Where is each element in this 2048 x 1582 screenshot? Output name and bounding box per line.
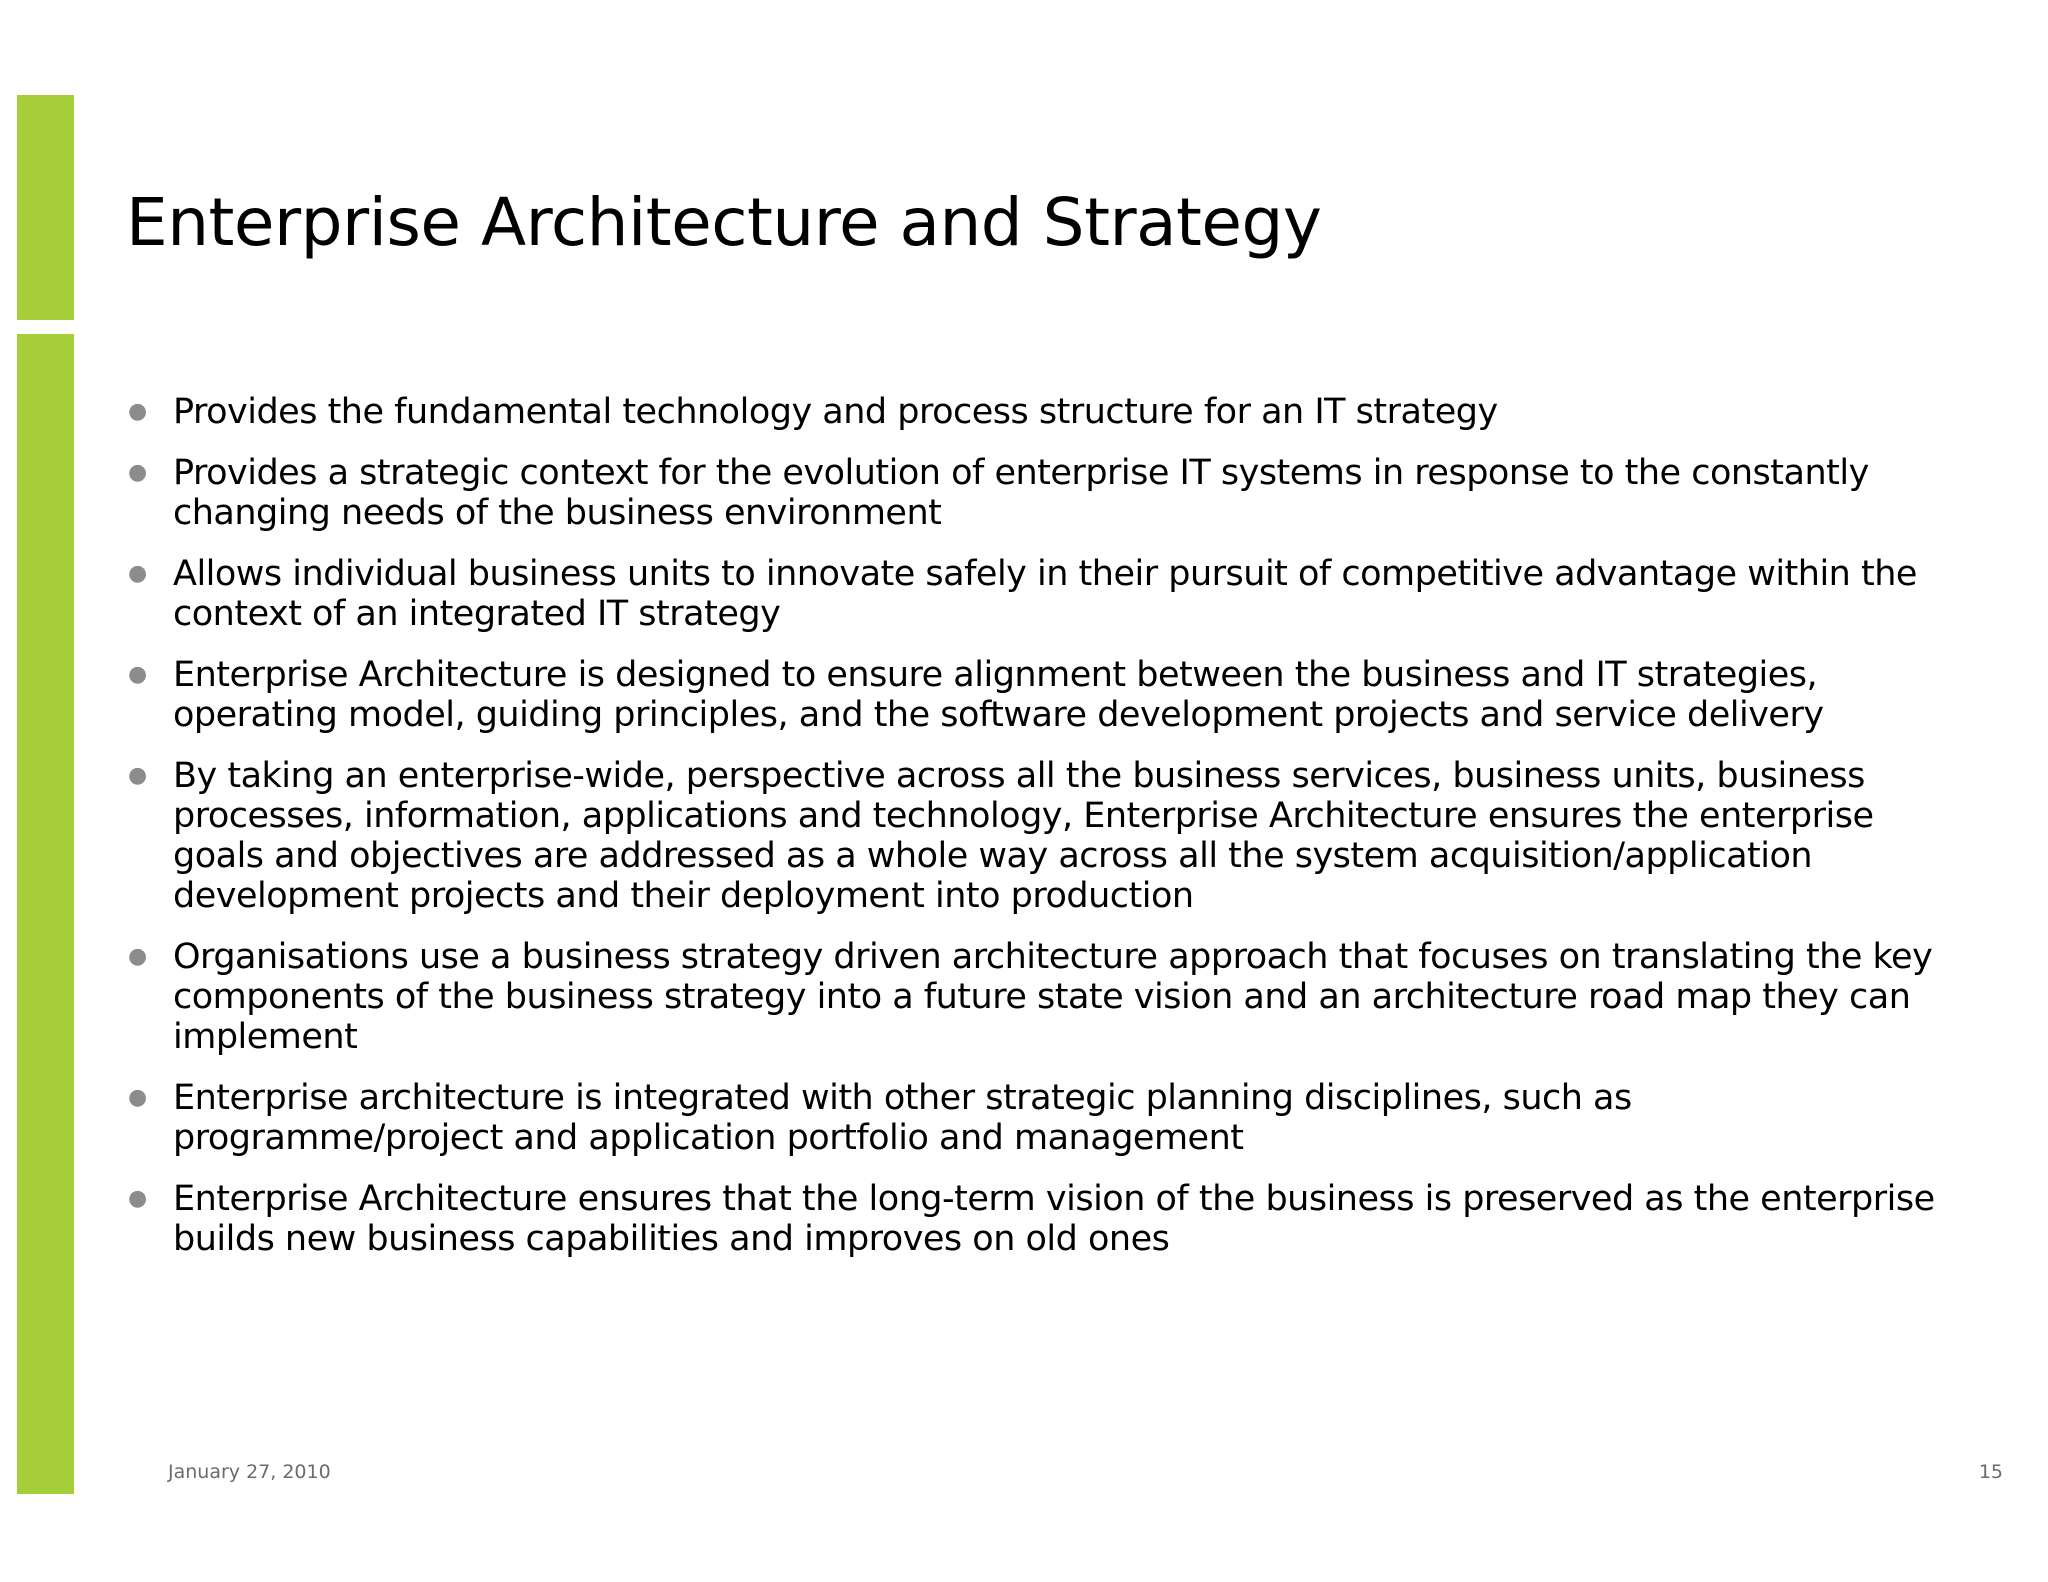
- bullet-dot-icon: ●: [128, 561, 147, 586]
- footer-date: January 27, 2010: [168, 1461, 331, 1483]
- slide-title: Enterprise Architecture and Strategy: [126, 184, 1322, 261]
- bullet-dot-icon: ●: [128, 662, 147, 687]
- bullet-dot-icon: ●: [128, 763, 147, 788]
- bullet-text: Enterprise Architecture ensures that the long-term vision of the business is preserved as the enterprise builds new business capabilities and improves on old ones: [173, 1179, 1935, 1259]
- bullet-text: Organisations use a business strategy driven architecture approach that focuses on translating the key components of the business strategy into a future state vision and an architecture road map they can implement: [173, 937, 1933, 1057]
- bullet-item: [124, 1179, 1954, 1259]
- bullet-item: [124, 756, 1954, 916]
- bullet-dot-icon: ●: [128, 1085, 147, 1110]
- bullet-item: [124, 937, 1954, 1057]
- bullet-item: [124, 392, 1954, 432]
- bullet-text: By taking an enterprise-wide, perspective across all the business services, business units, business processes, information, applications and technology, Enterprise Architecture ensures the enterprise goals and objectives are addressed as a whole way across all the system acquisition/application development projects and their deployment into production: [173, 756, 1874, 916]
- accent-bar-top: [17, 95, 74, 320]
- bullet-text: Enterprise architecture is integrated with other strategic planning disciplines, such as programme/project and application portfolio and management: [173, 1078, 1632, 1158]
- bullet-text: Enterprise Architecture is designed to ensure alignment between the business and IT strategies, operating model, guiding principles, and the software development projects and service delivery: [173, 655, 1824, 735]
- bullet-text: Provides the fundamental technology and process structure for an IT strategy: [173, 392, 1498, 432]
- bullet-text: Allows individual business units to innovate safely in their pursuit of competitive advantage within the context of an integrated IT strategy: [173, 554, 1917, 634]
- page-number: 15: [1978, 1461, 2003, 1483]
- bullet-item: [124, 453, 1954, 533]
- bullet-item: [124, 655, 1954, 735]
- bullet-text: Provides a strategic context for the evolution of enterprise IT systems in response to the constantly changing needs of the business environment: [173, 453, 1869, 533]
- accent-bar-bottom: [17, 334, 74, 1494]
- bullet-list: [124, 392, 1954, 1280]
- bullet-dot-icon: ●: [128, 944, 147, 969]
- bullet-dot-icon: ●: [128, 1186, 147, 1211]
- bullet-item: [124, 1078, 1954, 1158]
- bullet-item: [124, 554, 1954, 634]
- bullet-dot-icon: ●: [128, 399, 147, 424]
- bullet-dot-icon: ●: [128, 460, 147, 485]
